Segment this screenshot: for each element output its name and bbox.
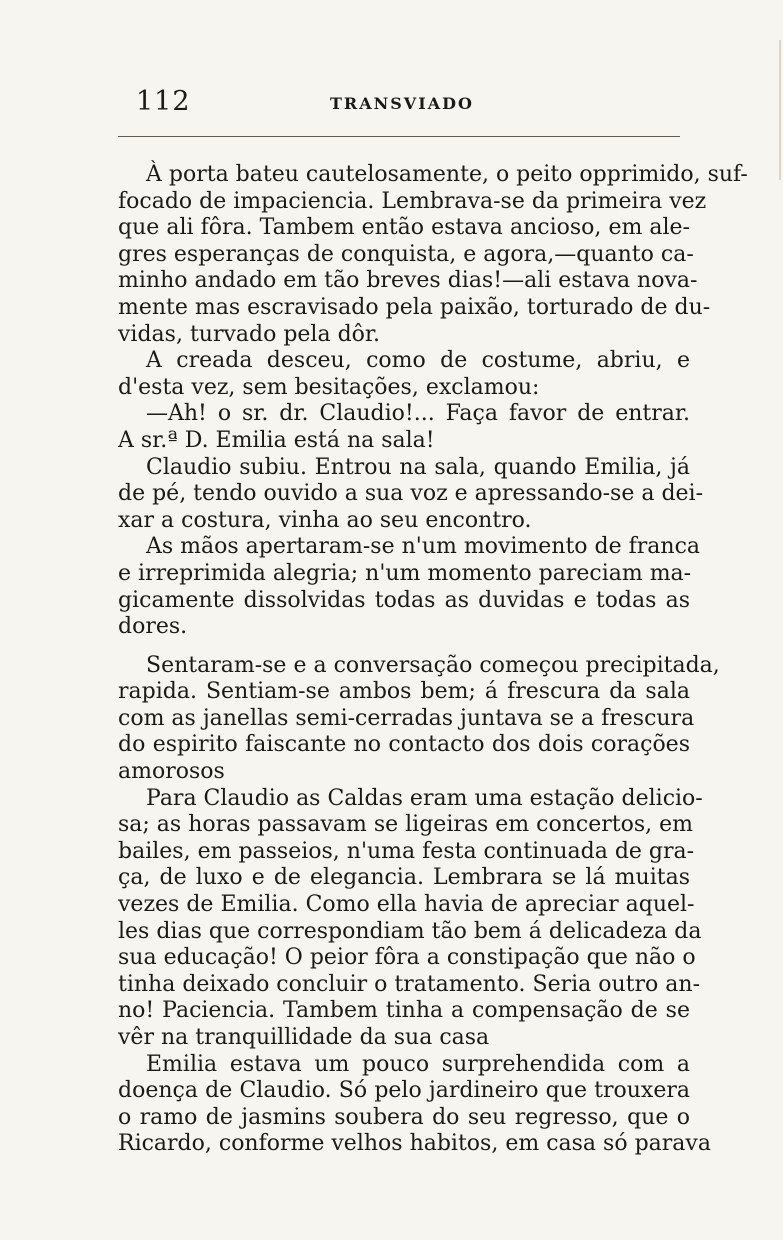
page-number: 112: [136, 86, 191, 117]
text-line: As mãos apertaram-se n'um movimento de franca: [146, 534, 701, 560]
text-line: A sr.ª D. Emilia está na sala!: [118, 427, 435, 453]
text-line: vezes de Emilia. Como ella havia de apreciar aquel-: [118, 892, 695, 918]
body-text: [118, 162, 748, 1158]
text-line: focado de impaciencia. Lembrava-se da primeira vez: [118, 188, 707, 214]
paragraph: [118, 454, 704, 535]
text-line: minho andado em tão breves dias!—ali estava nova-: [118, 268, 698, 294]
text-line: les dias que correspondiam tão bem á delicadeza da: [118, 918, 702, 944]
paragraph: [118, 1051, 711, 1158]
paragraph-gap: [118, 641, 690, 653]
text-line: com as janellas semi-cerradas juntava se a frescura: [118, 705, 695, 731]
text-line: dores.: [118, 614, 188, 640]
text-line: rapida. Sentiam-se ambos bem; á frescura da sala: [118, 679, 690, 705]
header-rule: [118, 136, 680, 137]
text-line: Sentaram-se e a conversação começou precipitada,: [146, 652, 720, 678]
text-line: Claudio subiu. Entrou na sala, quando Emilia, já: [146, 454, 690, 480]
page-edge-shadow: [779, 40, 781, 180]
paragraph: [118, 652, 720, 786]
paragraph: [118, 162, 748, 348]
paragraph: [118, 401, 690, 454]
paragraph: [118, 534, 701, 640]
text-line: Ricardo, conforme velhos habitos, em casa só parava: [118, 1131, 711, 1157]
text-line: vidas, turvado pela dôr.: [118, 321, 381, 347]
text-line: vêr na tranquillidade da sua casa: [118, 1025, 490, 1050]
text-line: de pé, tendo ouvido a sua voz e apressando-se a dei-: [118, 481, 704, 507]
text-line: ça, de luxo e de elegancia. Lembrara se lá muitas: [118, 865, 690, 891]
text-line: gres esperanças de conquista, e agora,—quanto ca-: [118, 241, 694, 267]
text-line: sua educação! O peior fôra a constipação que não o: [118, 945, 696, 971]
text-line: d'esta vez, sem besitações, exclamou:: [118, 374, 540, 400]
text-line: amorosos: [118, 759, 225, 785]
running-title: TRANSVIADO: [330, 94, 474, 113]
text-line: xar a costura, vinha ao seu encontro.: [118, 507, 532, 533]
text-line: Para Claudio as Caldas eram uma estação delicio-: [146, 785, 703, 811]
text-line: o ramo de jasmins soubera do seu regresso, que o: [118, 1104, 690, 1130]
text-line: no! Paciencia. Tambem tinha a compensação de se: [118, 998, 690, 1024]
text-line: A creada desceu, como de costume, abriu, e: [146, 348, 690, 374]
text-line: —Ah! o sr. dr. Claudio!... Faça favor de entrar.: [146, 401, 690, 427]
text-line: sa; as horas passavam se ligeiras em concertos, em: [118, 812, 693, 838]
text-line: do espirito faiscante no contacto dos dois corações: [118, 732, 690, 758]
paragraph: [118, 785, 703, 1052]
text-line: gicamente dissolvidas todas as duvidas e todas as: [118, 587, 690, 613]
text-line: bailes, em passeios, n'uma festa continuada de gra-: [118, 838, 695, 864]
text-line: mente mas escravisado pela paixão, torturado de du-: [118, 294, 711, 320]
text-line: tinha deixado concluir o tratamento. Seria outro an-: [118, 971, 701, 997]
page-header: [118, 86, 688, 126]
text-line: À porta bateu cautelosamente, o peito opprimido, suf-: [146, 162, 748, 187]
text-line: que ali fôra. Tambem então estava ancioso, em ale-: [118, 215, 690, 241]
text-line: Emilia estava um pouco surprehendida com a: [146, 1051, 690, 1077]
text-line: doença de Claudio. Só pelo jardineiro que trouxera: [118, 1078, 690, 1104]
text-line: e irreprimida alegria; n'um momento pareciam ma-: [118, 560, 692, 586]
paragraph: [118, 348, 690, 401]
